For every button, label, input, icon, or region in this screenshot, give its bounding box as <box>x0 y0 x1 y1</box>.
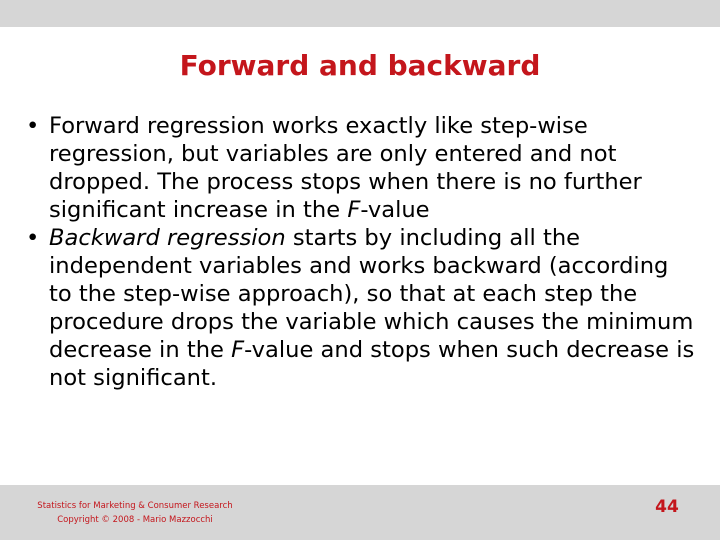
slide-title: Forward and backward <box>179 49 541 82</box>
bullet-text: works exactly like step-wise regression, but variables are only entered and not dropped. The process stops when there is no further significant increase in the <box>49 113 642 223</box>
bullet-item <box>26 224 698 392</box>
bullet-marker: • <box>26 113 40 139</box>
bullet-text: starts by including all the independent variables and works backward (according to the step-wise approach), so that at each step the procedure drops the variable which causes the minimum decrease in the <box>49 225 694 363</box>
bullet-text: -value <box>360 197 430 223</box>
bullet-text-backward-term: Backward regression <box>49 225 286 251</box>
bullet-text-forward-term: Forward regression <box>49 113 265 139</box>
bullet-text: -value and stops when such decrease is not significant. <box>49 337 695 391</box>
page-number: 44 <box>655 497 679 517</box>
f-symbol: F <box>231 337 245 363</box>
f-symbol: F <box>347 197 361 223</box>
bullet-list <box>26 112 698 392</box>
footer-copyright: Copyright © 2008 - Mario Mazzocchi <box>57 515 213 525</box>
bullet-marker: • <box>26 225 40 251</box>
bullet-item <box>26 112 698 224</box>
top-band <box>0 0 720 27</box>
footer-credits <box>30 499 240 527</box>
footer-course-title: Statistics for Marketing & Consumer Research <box>37 501 233 511</box>
